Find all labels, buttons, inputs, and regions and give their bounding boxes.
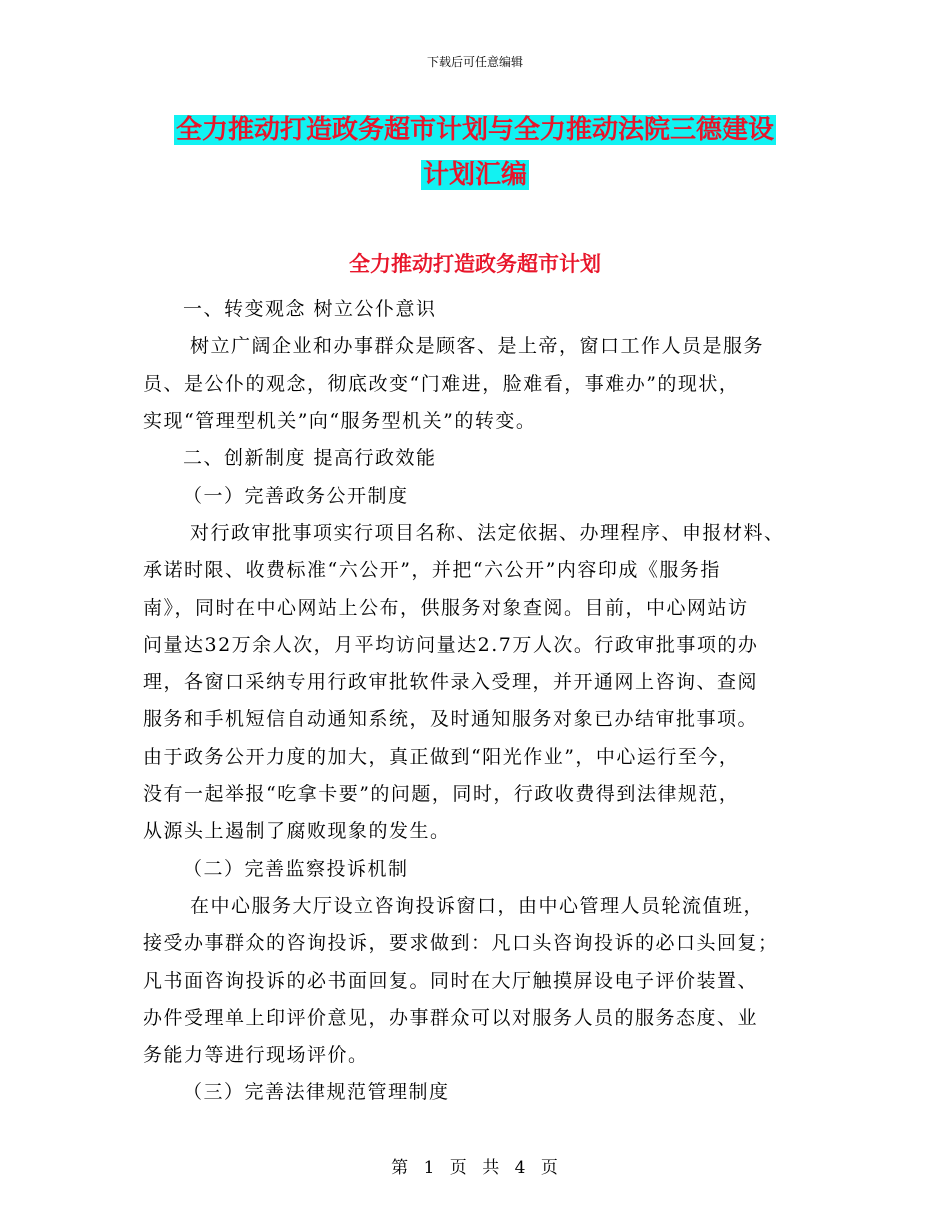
paragraph-line: 员、是公仆的观念，彻底改变“门难进，脸难看，事难办”的现状， bbox=[143, 373, 740, 395]
paragraph-line: 实现“管理型机关”向“服务型机关”的转变。 bbox=[143, 410, 537, 432]
paragraph-line: 服务和手机短信自动通知系统，及时通知服务对象已办结审批事项。 bbox=[143, 708, 759, 730]
paragraph-line: 承诺时限、收费标准“六公开”，并把“六公开”内容印成《服务指 bbox=[143, 559, 721, 581]
paragraph-line: 在中心服务大厅设立咨询投诉窗口，由中心管理人员轮流值班， bbox=[190, 895, 765, 917]
paragraph-line: 接受办事群众的咨询投诉，要求做到：凡口头咨询投诉的必口头回复； bbox=[143, 932, 779, 954]
subheading-3: （三）完善法律规范管理制度 bbox=[183, 1081, 450, 1103]
document-title-text-2: 计划汇编 bbox=[422, 160, 527, 190]
header-note: 下载后可任意编辑 bbox=[426, 55, 523, 69]
paragraph-line: 南》，同时在中心网站上公布，供服务对象查阅。目前，中心网站访 bbox=[143, 597, 749, 619]
footer-label-page: 第 bbox=[391, 1158, 410, 1178]
document-title-line-1 bbox=[0, 113, 950, 147]
footer-label-total: 共 bbox=[482, 1158, 501, 1178]
paragraph-line: 理，各窗口采纳专用行政审批软件录入受理，并开通网上咨询、查阅 bbox=[143, 671, 759, 693]
footer-current-page: 1 bbox=[423, 1158, 436, 1178]
subheading-2: （二）完善监察投诉机制 bbox=[183, 858, 409, 880]
heading-1: 一、转变观念 树立公仆意识 bbox=[183, 298, 437, 320]
paragraph-line: 问量达32万余人次，月平均访问量达2.7万人次。行政审批事项的办 bbox=[143, 634, 759, 656]
paragraph-line: 由于政务公开力度的加大，真正做到“阳光作业”，中心运行至今， bbox=[143, 746, 740, 768]
footer-total-pages: 4 bbox=[514, 1158, 527, 1178]
document-title-text-1: 全力推动打造政务超市计划与全力推动法院三德建设 bbox=[175, 115, 774, 145]
paragraph-line: 从源头上遏制了腐败现象的发生。 bbox=[143, 820, 451, 842]
paragraph-line: 凡书面咨询投诉的必书面回复。同时在大厅触摸屏设电子评价装置、 bbox=[143, 970, 759, 992]
paragraph-line: 办件受理单上印评价意见，办事群众可以对服务人员的服务态度、业 bbox=[143, 1007, 759, 1029]
paragraph-line: 对行政审批事项实行项目名称、法定依据、办理程序、申报材料、 bbox=[190, 522, 785, 544]
footer-label-unit-2: 页 bbox=[540, 1158, 559, 1178]
footer-label-unit: 页 bbox=[449, 1158, 468, 1178]
paragraph-line: 务能力等进行现场评价。 bbox=[143, 1044, 369, 1066]
page-footer bbox=[0, 1153, 950, 1178]
paragraph-line: 没有一起举报“吃拿卡要”的问题，同时，行政收费得到法律规范， bbox=[143, 783, 740, 805]
subheading-1: （一）完善政务公开制度 bbox=[183, 485, 409, 507]
section-title: 全力推动打造政务超市计划 bbox=[349, 252, 601, 276]
paragraph-line: 树立广阔企业和办事群众是顾客、是上帝，窗口工作人员是服务 bbox=[190, 335, 765, 357]
heading-2: 二、创新制度 提高行政效能 bbox=[183, 447, 437, 469]
document-title-line-2 bbox=[0, 158, 950, 192]
